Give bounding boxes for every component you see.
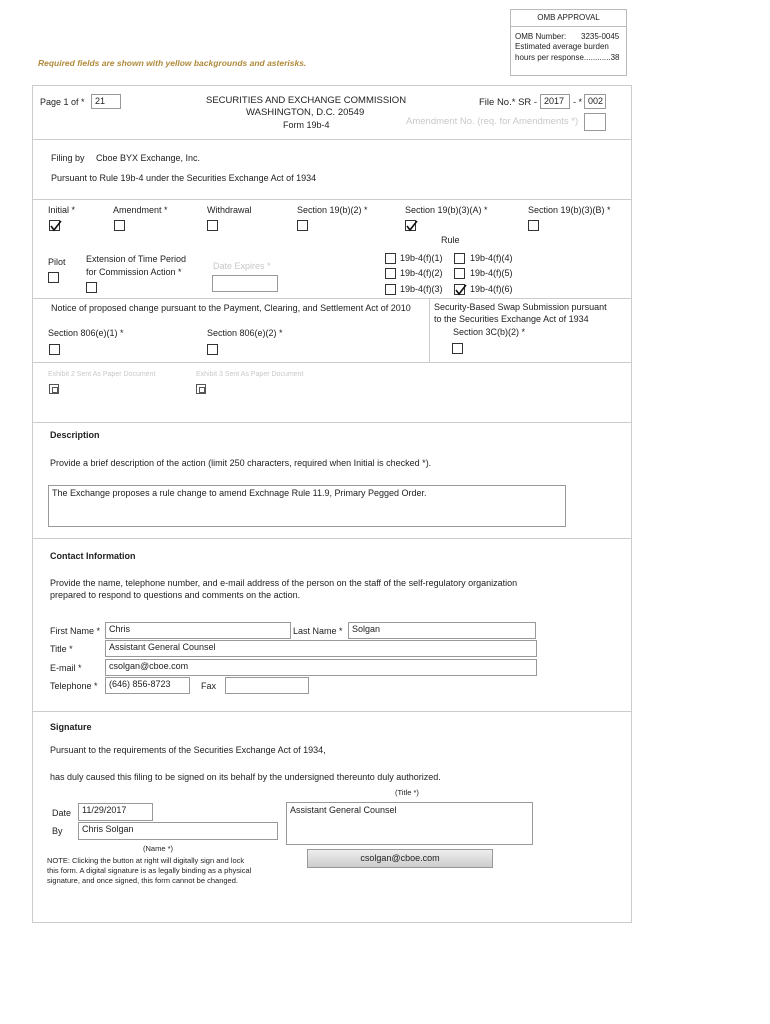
divider <box>33 139 631 140</box>
withdrawal-label: Withdrawal <box>207 205 252 215</box>
agency-name: SECURITIES AND EXCHANGE COMMISSION <box>206 95 407 106</box>
title-field[interactable]: Assistant General Counsel <box>105 640 537 657</box>
exhibit-2-label: Exhibit 2 Sent As Paper Document <box>48 371 156 378</box>
title-caption: (Title *) <box>395 788 419 797</box>
rule-f1-label: 19b-4(f)(1) <box>400 253 443 263</box>
initial-checkbox[interactable] <box>49 220 60 231</box>
contact-title: Contact Information <box>50 551 136 561</box>
rule-f1-checkbox[interactable] <box>385 253 396 264</box>
amendment-checkbox[interactable] <box>114 220 125 231</box>
description-instruction: Provide a brief description of the action (limit 250 characters, required when Initial is checked *). <box>50 458 432 468</box>
section-3cb2-checkbox[interactable] <box>452 343 463 354</box>
first-name-field[interactable]: Chris <box>105 622 291 639</box>
telephone-field[interactable]: (646) 856-8723 <box>105 677 190 694</box>
exhibit-3-label: Exhibit 3 Sent As Paper Document <box>196 371 304 378</box>
rule-f2-label: 19b-4(f)(2) <box>400 268 443 278</box>
pcs-notice-text: Notice of proposed change pursuant to the Payment, Clearing, and Settlement Act of 2010 <box>51 303 411 313</box>
divider <box>33 538 631 539</box>
fax-label: Fax <box>201 681 217 691</box>
section-19b2-label: Section 19(b)(2) * <box>297 205 368 215</box>
withdrawal-checkbox[interactable] <box>207 220 218 231</box>
form-19b-4 <box>32 85 632 923</box>
date-expires-field[interactable] <box>212 275 278 292</box>
rule-f6-label: 19b-4(f)(6) <box>470 284 513 294</box>
swap-submission-text-2: to the Securities Exchange Act of 1934 <box>434 314 589 324</box>
section-806e1-checkbox[interactable] <box>49 344 60 355</box>
rule-f5-checkbox[interactable] <box>454 268 465 279</box>
checkmark-icon <box>454 283 468 297</box>
by-label: By <box>52 826 63 836</box>
signature-text: Pursuant to the requirements of the Securities Exchange Act of 1934, <box>50 745 326 755</box>
omb-burden-line2: hours per response............38 <box>515 53 620 62</box>
agency-address: WASHINGTON, D.C. 20549 <box>246 107 365 118</box>
telephone-label: Telephone * <box>50 681 98 691</box>
amendment-no-field[interactable] <box>584 113 606 131</box>
pilot-checkbox[interactable] <box>48 272 59 283</box>
section-19b3a-label: Section 19(b)(3)(A) * <box>405 205 488 215</box>
file-no-number-field[interactable]: 002 <box>584 94 606 109</box>
fax-field[interactable] <box>225 677 309 694</box>
page-label: Page 1 of * <box>40 97 85 107</box>
exhibit-3-paper-icon[interactable] <box>196 384 206 394</box>
section-806e1-label: Section 806(e)(1) * <box>48 328 124 338</box>
digital-sign-button[interactable]: csolgan@cboe.com <box>307 849 493 868</box>
rule-f4-label: 19b-4(f)(4) <box>470 253 513 263</box>
rule-f6-checkbox[interactable] <box>454 284 465 295</box>
rule-f3-label: 19b-4(f)(3) <box>400 284 443 294</box>
rule-f3-checkbox[interactable] <box>385 284 396 295</box>
contact-instruction: Provide the name, telephone number, and e-mail address of the person on the staff of the self-regulatory organization <box>50 578 518 588</box>
contact-instruction-2: prepared to respond to questions and comments on the action. <box>50 590 301 600</box>
page-total-field[interactable]: 21 <box>91 94 121 109</box>
file-no-year-field[interactable]: 2017 <box>540 94 570 109</box>
section-19b3b-checkbox[interactable] <box>528 220 539 231</box>
signature-note-2: this form. A digital signature is as legally binding as a physical <box>47 866 252 875</box>
signature-note-3: signature, and once signed, this form cannot be changed. <box>47 876 238 885</box>
section-19b3b-label: Section 19(b)(3)(B) * <box>528 205 611 215</box>
rule-title: Rule <box>441 235 460 245</box>
divider <box>33 422 631 423</box>
divider <box>33 711 631 712</box>
form-number: Form 19b-4 <box>283 120 330 130</box>
amendment-no-label: Amendment No. (req. for Amendments *) <box>406 116 579 127</box>
extension-label: Extension of Time Period <box>86 254 187 264</box>
rule-f5-label: 19b-4(f)(5) <box>470 268 513 278</box>
by-field[interactable]: Chris Solgan <box>78 822 278 840</box>
email-field[interactable]: csolgan@cboe.com <box>105 659 537 676</box>
file-no-separator: - * <box>573 97 582 107</box>
initial-label: Initial * <box>48 205 76 215</box>
signature-title: Signature <box>50 722 92 732</box>
filing-by-value: Cboe BYX Exchange, Inc. <box>96 153 201 163</box>
omb-burden-line1: Estimated average burden <box>515 42 609 51</box>
section-806e2-checkbox[interactable] <box>207 344 218 355</box>
signer-title-field[interactable]: Assistant General Counsel <box>286 802 533 845</box>
divider <box>33 298 631 299</box>
swap-submission-text: Security-Based Swap Submission pursuant <box>434 302 607 312</box>
file-no-label: File No.* SR - <box>479 97 538 108</box>
omb-number-value: 3235-0045 <box>581 32 620 41</box>
filing-by-label: Filing by <box>51 153 85 163</box>
first-name-label: First Name * <box>50 626 101 636</box>
name-caption: (Name *) <box>143 844 174 853</box>
pilot-label: Pilot <box>48 257 66 267</box>
signature-note: NOTE: Clicking the button at right will digitally sign and lock <box>47 856 245 865</box>
last-name-field[interactable]: Solgan <box>348 622 536 639</box>
omb-number-label: OMB Number: <box>515 32 567 41</box>
checkmark-icon <box>405 219 419 233</box>
extension-checkbox[interactable] <box>86 282 97 293</box>
divider <box>33 199 631 200</box>
last-name-label: Last Name * <box>293 626 343 636</box>
required-fields-note: Required fields are shown with yellow backgrounds and asterisks. <box>38 58 307 68</box>
divider <box>33 362 631 363</box>
divider <box>429 298 430 362</box>
description-textarea[interactable]: The Exchange proposes a rule change to amend Exchnage Rule 11.9, Primary Pegged Order. <box>48 485 566 527</box>
section-19b2-checkbox[interactable] <box>297 220 308 231</box>
rule-f4-checkbox[interactable] <box>454 253 465 264</box>
pursuant-rule-text: Pursuant to Rule 19b-4 under the Securities Exchange Act of 1934 <box>51 173 317 183</box>
rule-f2-checkbox[interactable] <box>385 268 396 279</box>
checkmark-icon <box>49 219 63 233</box>
section-806e2-label: Section 806(e)(2) * <box>207 328 283 338</box>
section-3cb2-label: Section 3C(b)(2) * <box>453 327 526 337</box>
omb-approval-box <box>510 9 627 76</box>
description-title: Description <box>50 430 100 440</box>
date-field[interactable]: 11/29/2017 <box>78 803 153 821</box>
email-label: E-mail * <box>50 663 82 673</box>
signature-text-2: has duly caused this filing to be signed on its behalf by the undersigned thereunto duly authorized. <box>50 772 441 782</box>
title-label: Title * <box>50 644 73 654</box>
exhibit-2-paper-icon[interactable] <box>49 384 59 394</box>
date-label: Date <box>52 808 72 818</box>
extension-label-2: for Commission Action * <box>86 267 182 277</box>
amendment-label: Amendment * <box>113 205 168 215</box>
date-expires-label: Date Expires * <box>213 261 271 271</box>
section-19b3a-checkbox[interactable] <box>405 220 416 231</box>
omb-title: OMB APPROVAL <box>511 10 626 27</box>
